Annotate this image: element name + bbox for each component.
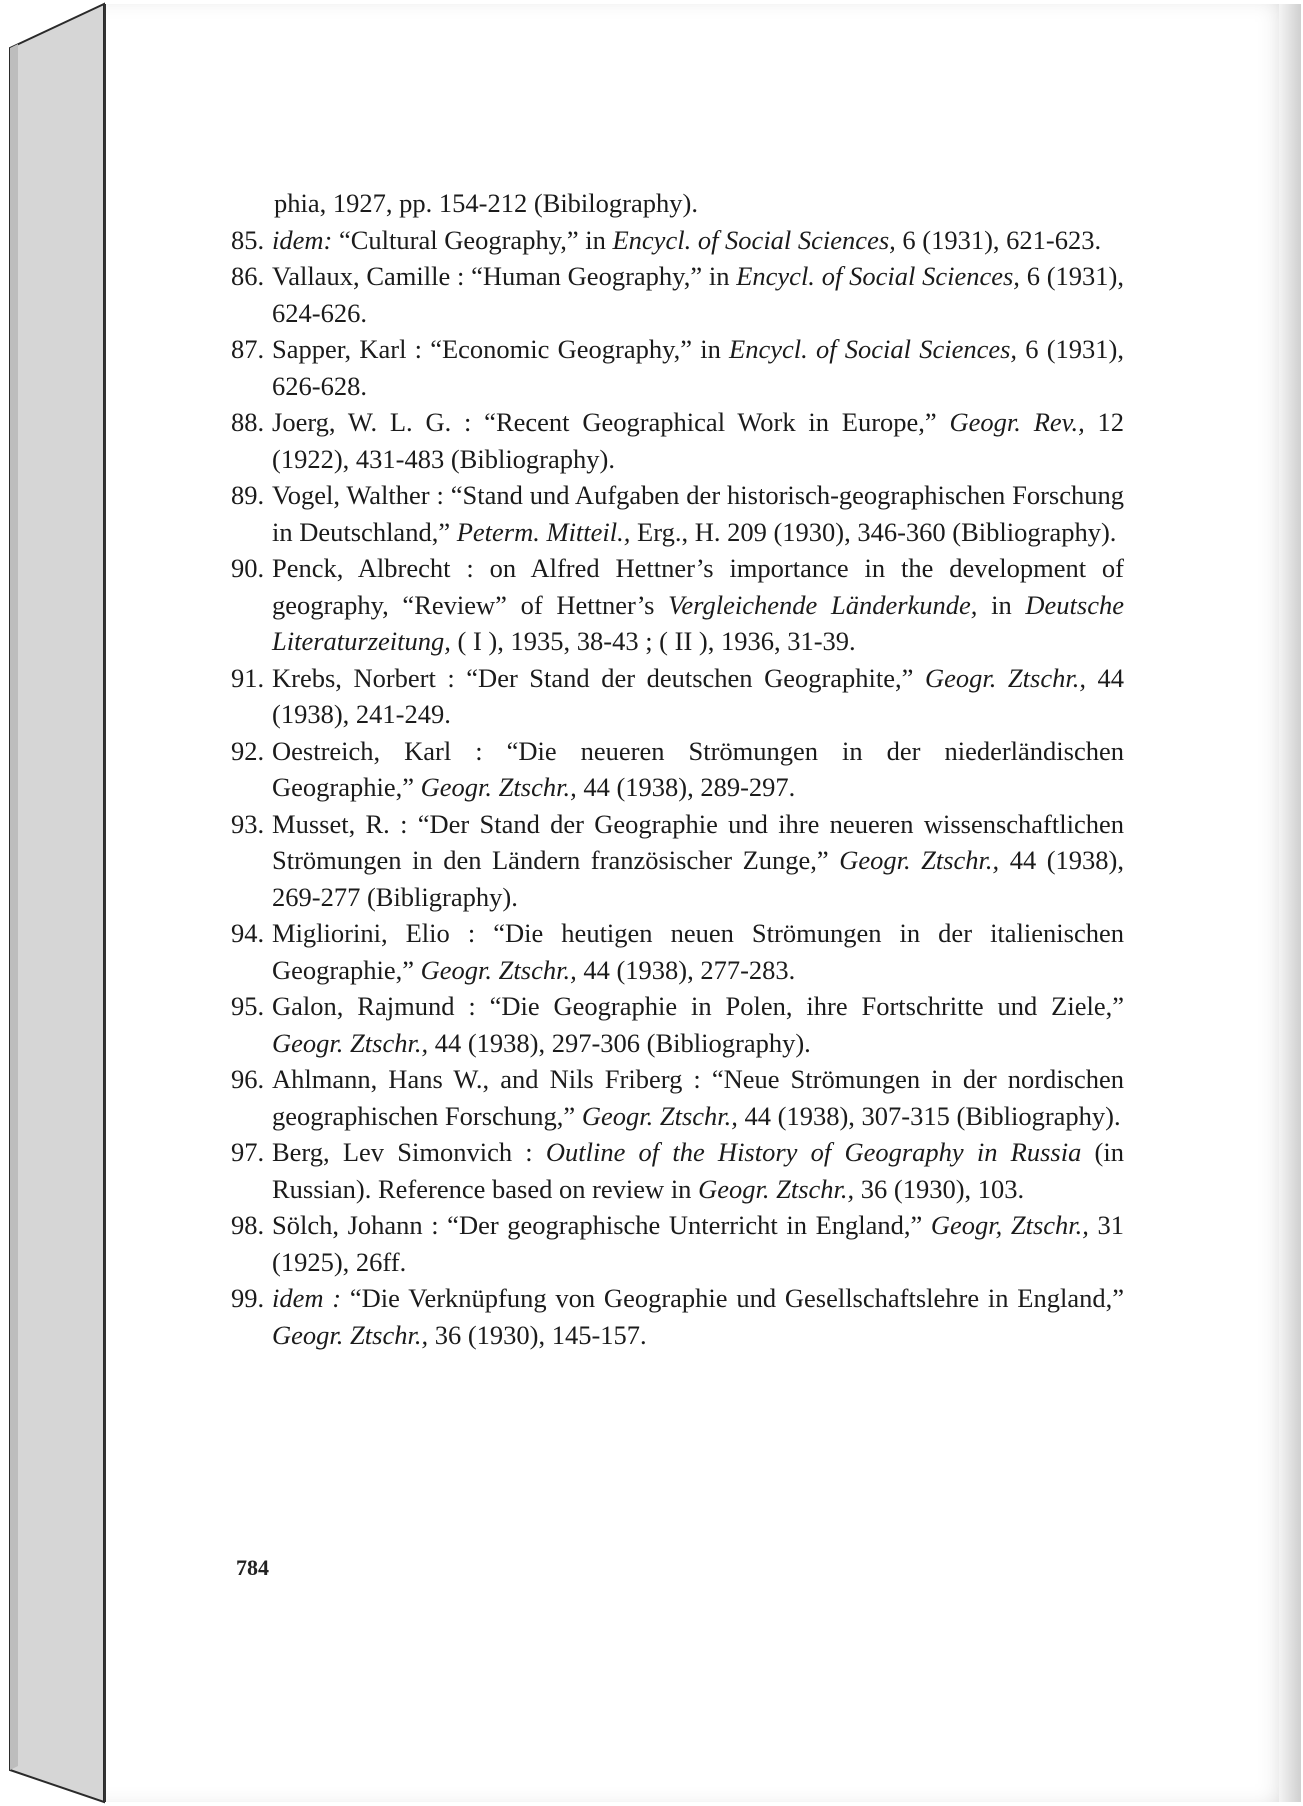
entry-italic-text: Vergleichende Länderkunde, [668, 589, 978, 620]
entry-number: 90. [231, 553, 265, 583]
entry-number: 92. [231, 735, 265, 766]
entry-italic-text: Geogr. Ztschr., [272, 1027, 429, 1058]
bibliography-entry [231, 477, 1124, 550]
entry-text: Migliorini, Elio : “Die heutigen neuen Strömungen in der italienischen Geographie,” [272, 918, 1124, 985]
entry-text: Vogel, Walther : “Stand und Aufgaben der historisch-geographischen Forschung in Deutschland,” [272, 480, 1124, 547]
entry-text: Berg, Lev Simonvich : [272, 1137, 546, 1167]
bibliography-entry [231, 1061, 1124, 1134]
entry-text: Ahlmann, Hans W., and Nils Friberg : “Neue Strömungen in der nordischen geographischen Forschung,” [272, 1064, 1124, 1131]
entry-number: 89. [231, 480, 265, 510]
entry-text: Vallaux, Camille : “Human Geography,” in [272, 261, 737, 291]
page-edge-shadow [1279, 4, 1301, 1802]
entry-italic-text: idem : [272, 1283, 342, 1313]
bibliography-entry [231, 660, 1125, 733]
entry-number: 85. [231, 224, 265, 255]
entry-number: 95. [231, 991, 265, 1021]
entry-text: Oestreich, Karl : “Die neueren Strömungen in der niederländischen Geographie,” [272, 735, 1124, 802]
bibliography-entry [231, 988, 1124, 1061]
entry-number: 93. [231, 808, 265, 839]
entry-text: 31 (1925), 26ff. [272, 1210, 1125, 1277]
bibliography-entry [231, 1134, 1124, 1207]
page-number: 784 [236, 1555, 269, 1580]
entry-italic-text: Geogr. Ztschr., [581, 1100, 738, 1131]
entry-text: ( I ), 1935, 38-43 ; ( II ), 1936, 31-39. [450, 626, 856, 656]
bibliography-entry [231, 258, 1124, 331]
entry-italic-text: Geogr. Ztschr., [698, 1173, 855, 1204]
entry-number: 97. [231, 1137, 265, 1167]
entry-number: 88. [231, 407, 265, 437]
entry-text: Sapper, Karl : “Economic Geography,” in [272, 334, 730, 364]
entry-italic-text: Geogr. Ztschr., [272, 1319, 429, 1350]
entry-number: 96. [231, 1064, 265, 1094]
entry-number: 86. [231, 261, 265, 291]
entry-number: 99. [231, 1283, 265, 1313]
entry-text: 44 (1938), 269-277 (Bibligraphy). [272, 845, 1125, 912]
entry-number: 98. [231, 1210, 265, 1240]
entry-text: 6 (1931), 626-628. [272, 334, 1124, 401]
entry-text: Erg., H. 209 (1930), 346-360 (Bibliography). [630, 516, 1117, 547]
bibliography-entry [231, 404, 1124, 477]
entry-number: 94. [231, 918, 265, 948]
entry-text: 12 (1922), 431-483 (Bibliography). [272, 407, 1124, 474]
entry-text: Penck, Albrecht : on Alfred Hettner’s importance in the development of geography, “Review” of Hettner’s [272, 553, 1124, 620]
entry-number: 91. [231, 662, 265, 693]
entry-italic-text: Geogr. Ztschr., [420, 772, 577, 802]
entry-text: 44 (1938), 289-297. [576, 772, 796, 802]
entry-italic-text: Geogr. Ztschr., [420, 954, 577, 985]
bibliography-entry [231, 806, 1125, 916]
continued-entry: phia, 1927, pp. 154-212 (Bibilography). [274, 188, 698, 218]
entry-text: Joerg, W. L. G. : “Recent Geographical Work in Europe,” [272, 407, 950, 437]
bibliography-list [231, 185, 1125, 1353]
entry-italic-text: Encycl. of Social Sciences, [612, 224, 896, 255]
entry-text: 36 (1930), 103. [854, 1173, 1025, 1204]
entry-text: 44 (1938), 277-283. [576, 954, 796, 985]
entry-text: “Cultural Geography,” in [332, 224, 613, 255]
entry-text: Krebs, Norbert : “Der Stand der deutschen Geographite,” [272, 662, 925, 693]
entry-italic-text: Geogr. Rev., [949, 407, 1085, 437]
entry-text: 44 (1938), 307-315 (Bibliography). [737, 1100, 1121, 1131]
entry-italic-text: Geogr, Ztschr., [930, 1210, 1089, 1240]
bibliography-entry [231, 1280, 1124, 1353]
entry-text: 6 (1931), 624-626. [272, 261, 1124, 328]
entry-text: Galon, Rajmund : “Die Geographie in Polen, ihre Fortschritte und Ziele,” [272, 991, 1124, 1021]
entry-italic-text: Peterm. Mitteil., [456, 516, 631, 547]
entry-text: in [977, 589, 1026, 620]
bibliography-entry [231, 550, 1125, 660]
entry-italic-text: Geogr. Ztschr., [924, 662, 1086, 693]
entry-italic-text: Encycl. of Social Sciences, [729, 334, 1018, 364]
bibliography-entry [231, 915, 1124, 988]
entry-italic-text: Outline of the History of Geography in Russia [545, 1137, 1082, 1167]
bibliography-entry [231, 222, 1124, 259]
bibliography-entry [231, 1207, 1125, 1280]
entry-italic-text: Encycl. of Social Sciences, [736, 261, 1020, 291]
entry-text: Musset, R. : “Der Stand der Geographie und ihre neueren wissenschaftlichen Strömungen in den Ländern französischer Zunge,” [272, 808, 1124, 875]
entry-italic-text: Deutsche Literaturzeitung, [272, 589, 1125, 656]
entry-italic-text: idem: [272, 224, 333, 255]
book-spine [0, 0, 110, 1806]
entry-text: “Die Verknüpfung von Geographie und Gesellschaftslehre in England,” [341, 1283, 1124, 1313]
bibliography-entry [231, 331, 1124, 404]
entry-text: (in Russian). Reference based on review in [272, 1137, 1124, 1204]
entry-text: 36 (1930), 145-157. [428, 1319, 647, 1350]
bibliography-entry [231, 733, 1124, 806]
entry-text: Sölch, Johann : “Der geographische Unterricht in England,” [272, 1210, 931, 1240]
entry-text: 44 (1938), 297-306 (Bibliography). [428, 1027, 811, 1058]
entry-text: 44 (1938), 241-249. [272, 662, 1125, 729]
entry-italic-text: Geogr. Ztschr., [839, 845, 1000, 875]
entry-number: 87. [231, 334, 265, 364]
entry-text: 6 (1931), 621-623. [895, 224, 1102, 255]
